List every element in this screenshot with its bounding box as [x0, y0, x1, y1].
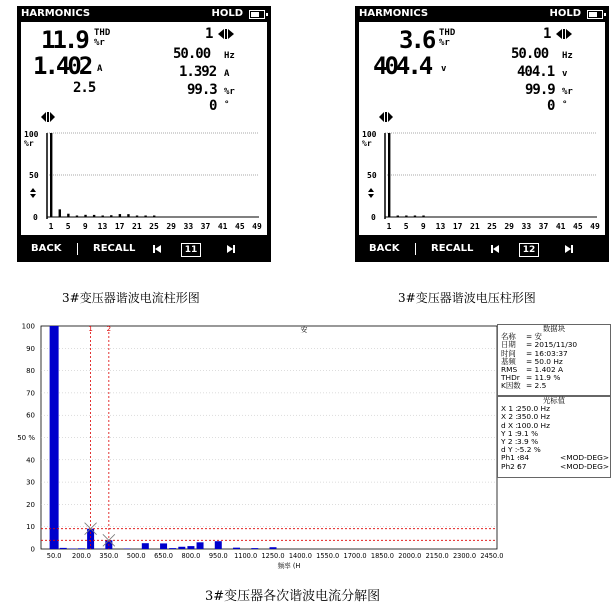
battery-icon — [249, 10, 265, 19]
y-tick-label: 60 — [26, 411, 35, 420]
scroll-down-icon[interactable] — [368, 194, 374, 198]
info-key: Y 2 : — [501, 436, 518, 446]
k-factor-value: 2.5 — [73, 80, 96, 96]
prev-icon[interactable] — [153, 245, 161, 253]
info-value: = 50.0 Hz — [526, 356, 563, 366]
rms-value: 1.392 — [179, 64, 217, 80]
x-tick-label: 49 — [252, 222, 262, 231]
frequency-unit: Hz — [562, 51, 573, 61]
harmonic-bar — [76, 216, 78, 218]
info-value: = 2.5 — [526, 381, 547, 391]
x-tick-label: 1850.0 — [370, 552, 394, 560]
phase-unit: ° — [224, 100, 230, 110]
meter-readings — [21, 22, 267, 125]
x-tick-label: 800.0 — [181, 552, 201, 560]
x-tick-label: 350.0 — [99, 552, 119, 560]
x-tick-label: 45 — [235, 222, 245, 231]
x-tick-label: 13 — [435, 222, 446, 231]
current-unit: A — [97, 64, 103, 74]
phase-value: 0 — [209, 98, 217, 114]
y-tick-label: 70 — [26, 389, 35, 398]
arrows-left-right-icon[interactable] — [218, 29, 234, 39]
x-tick-label: 29 — [504, 222, 514, 231]
rms-unit: A — [224, 69, 230, 79]
data-block-panel — [497, 324, 611, 396]
meter-footer — [19, 240, 269, 258]
cursor-values-title: 光标值 — [542, 396, 566, 405]
y-tick-label: 0 — [30, 545, 35, 554]
x-tick-label: 1550.0 — [316, 552, 340, 560]
harmonic-number: 1 — [205, 26, 213, 42]
info-value: = 安 — [526, 332, 542, 342]
y-tick-label: 20 — [26, 500, 35, 509]
x-tick-label: 50.0 — [46, 552, 62, 560]
x-tick-label: 21 — [470, 222, 480, 231]
x-tick-label: 9 — [420, 222, 426, 231]
scroll-down-icon[interactable] — [30, 194, 36, 198]
harmonic-bar — [110, 215, 112, 217]
page-number[interactable]: 11 — [181, 243, 201, 257]
info-key: K因数 — [501, 381, 521, 391]
recall-button[interactable]: RECALL — [431, 243, 474, 254]
info-value: 67 — [517, 461, 527, 471]
x-tick-label: 2300.0 — [452, 552, 477, 560]
y-tick-label: 50 — [29, 171, 39, 180]
meter-title: HARMONICS — [21, 8, 91, 19]
meter-header — [19, 7, 269, 21]
harmonic-bar — [397, 216, 399, 218]
harmonic-bar — [422, 216, 424, 218]
current-value: 1.402 — [33, 52, 91, 80]
y-tick-label: 100 — [24, 130, 39, 139]
x-tick-label: 17 — [452, 222, 463, 231]
y-unit-label: %r — [362, 139, 372, 148]
spectrum-bar — [169, 548, 176, 549]
rms-value: 404.1 — [517, 64, 555, 80]
info-value: -5.2 % — [517, 445, 541, 455]
spectrum-bar — [251, 548, 258, 549]
x-tick-label: 29 — [166, 222, 176, 231]
info-value: 9.1 % — [517, 428, 539, 438]
x-tick-label: 13 — [97, 222, 108, 231]
meter-header — [357, 7, 607, 21]
caption-spectrum: 3#变压器各次谐波电流分解图 — [205, 589, 381, 604]
x-tick-label: 33 — [183, 222, 194, 231]
y-tick-label: 0 — [371, 213, 376, 222]
harmonic-bar — [67, 214, 69, 217]
thd-value: 3.6 — [399, 26, 434, 54]
divider — [415, 243, 416, 255]
info-row — [498, 463, 610, 471]
harmonic-bar — [388, 133, 390, 217]
y-tick-label: 0 — [33, 213, 38, 222]
x-tick-label: 41 — [217, 222, 228, 231]
x-tick-label: 21 — [132, 222, 142, 231]
info-key: 时间 — [501, 348, 516, 358]
info-key: X 1 : — [501, 404, 518, 414]
info-value: 100.0 Hz — [517, 420, 550, 430]
divider — [77, 243, 78, 255]
x-axis-label: 频率 (H — [277, 562, 301, 570]
arrows-left-right-icon[interactable] — [556, 29, 572, 39]
meter-bar-chart — [21, 125, 267, 235]
x-tick-label: 1 — [48, 222, 54, 231]
cursor-label: 2 — [106, 325, 112, 333]
x-tick-label: 37 — [538, 222, 549, 231]
y-tick-label: 50 % — [17, 434, 35, 442]
percent-value: 99.9 — [525, 82, 555, 98]
scroll-up-icon[interactable] — [30, 188, 36, 192]
next-icon[interactable] — [227, 245, 235, 253]
caption-current-bars: 3#变压器谐波电流柱形图 — [62, 291, 200, 305]
thd-label: THD — [439, 28, 456, 38]
cursor-arrows-icon[interactable] — [379, 112, 393, 122]
x-tick-label: 650.0 — [154, 552, 174, 560]
y-unit-label: %r — [24, 139, 34, 148]
battery-icon — [587, 10, 603, 19]
info-key: 名称 — [501, 332, 516, 342]
y-tick-label: 10 — [26, 523, 35, 532]
current-harmonics-meter — [17, 6, 271, 262]
x-tick-label: 2150.0 — [425, 552, 449, 560]
cursor-values-rows — [498, 405, 610, 471]
info-value: = 1.402 A — [526, 364, 564, 374]
spectrum-bar — [60, 548, 67, 549]
x-tick-label: 950.0 — [208, 552, 228, 560]
frequency-value: 50.00 — [511, 46, 549, 62]
info-key: RMS — [501, 364, 518, 374]
harmonic-bar — [127, 214, 129, 217]
percent-value: 99.3 — [187, 82, 217, 98]
harmonic-bar — [119, 214, 121, 217]
thd-unit: %r — [439, 38, 450, 48]
info-value: = 16:03:37 — [526, 348, 568, 358]
harmonic-bar — [50, 133, 52, 217]
hold-indicator: HOLD — [549, 8, 581, 19]
spectrum-bar — [233, 548, 240, 549]
spectrum-bar — [187, 546, 194, 549]
x-tick-label: 1100.0 — [234, 552, 258, 560]
x-tick-label: 2000.0 — [398, 552, 422, 560]
info-row — [498, 382, 610, 390]
hold-indicator: HOLD — [211, 8, 243, 19]
info-value: = 11.9 % — [526, 373, 561, 383]
y-tick-label: 100 — [21, 322, 35, 331]
page-number[interactable]: 12 — [519, 243, 539, 257]
frequency-unit: Hz — [224, 51, 235, 61]
prev-icon[interactable] — [491, 245, 499, 253]
meter-readings — [359, 22, 605, 125]
y-tick-label: 90 — [26, 344, 35, 353]
x-tick-label: 9 — [82, 222, 88, 231]
info-value: -84 — [517, 453, 530, 463]
x-tick-label: 33 — [521, 222, 532, 231]
x-tick-label: 37 — [200, 222, 211, 231]
spectrum-bar — [270, 547, 277, 549]
spectrum-bar — [178, 547, 185, 549]
spectrum-bar — [142, 543, 149, 549]
voltage-harmonics-meter — [355, 6, 609, 262]
x-tick-label: 25 — [149, 222, 159, 231]
cursor-label: 1 — [88, 325, 93, 333]
spectrum-bar — [50, 326, 59, 549]
harmonic-bar — [93, 215, 95, 217]
back-button[interactable]: BACK — [369, 243, 400, 254]
info-value: 3.9 % — [517, 436, 539, 446]
info-key: Ph2 : — [501, 461, 520, 471]
y-tick-label: 80 — [26, 367, 35, 376]
next-icon[interactable] — [565, 245, 573, 253]
harmonic-number: 1 — [543, 26, 551, 42]
x-tick-label: 17 — [114, 222, 125, 231]
info-value: 250.0 Hz — [517, 404, 550, 414]
info-key: Y 1 : — [501, 428, 518, 438]
info-key: X 2 : — [501, 412, 518, 422]
spectrum-bar — [215, 541, 222, 549]
x-tick-label: 25 — [487, 222, 497, 231]
chart-title: 安 — [300, 326, 308, 334]
y-tick-label: 40 — [26, 456, 35, 465]
x-tick-label: 200.0 — [72, 552, 91, 560]
x-tick-label: 1700.0 — [343, 552, 367, 560]
x-tick-label: 500.0 — [126, 552, 146, 560]
percent-unit: %r — [224, 87, 235, 97]
back-button[interactable]: BACK — [31, 243, 62, 254]
info-extra: <MOD-DEG> — [560, 453, 610, 463]
x-tick-label: 1400.0 — [288, 552, 312, 560]
harmonic-bar — [144, 216, 146, 218]
x-tick-label: 45 — [573, 222, 583, 231]
info-key: d X : — [501, 420, 518, 430]
recall-button[interactable]: RECALL — [93, 243, 136, 254]
spectrum-bar — [197, 542, 204, 549]
cursor-values-panel — [497, 396, 611, 478]
voltage-harmonic-bars — [359, 125, 605, 235]
info-key: 日期 — [501, 340, 516, 350]
data-block-rows — [498, 333, 610, 390]
info-value: 350.0 Hz — [517, 412, 550, 422]
info-key: THDr — [501, 373, 520, 383]
info-key: 基频 — [501, 356, 516, 366]
x-tick-label: 49 — [590, 222, 600, 231]
current-harmonic-bars — [21, 125, 267, 235]
thd-unit: %r — [94, 38, 105, 48]
phase-value: 0 — [547, 98, 555, 114]
harmonic-bar — [136, 216, 138, 218]
harmonic-bar — [153, 216, 155, 218]
harmonic-bar — [102, 215, 104, 217]
y-tick-label: 30 — [26, 478, 35, 487]
harmonic-bar — [405, 216, 407, 218]
percent-unit: %r — [562, 87, 573, 97]
harmonic-bar — [59, 209, 61, 217]
info-key: Ph1 : — [501, 453, 520, 463]
voltage-unit: v — [441, 64, 447, 74]
caption-voltage-bars: 3#变压器谐波电压柱形图 — [398, 291, 536, 305]
harmonic-bar — [84, 215, 86, 217]
voltage-value: 404.4 — [373, 52, 431, 80]
data-block-title: 数据块 — [542, 324, 566, 333]
info-key: d Y : — [501, 445, 518, 455]
frequency-value: 50.00 — [173, 46, 211, 62]
scroll-up-icon[interactable] — [368, 188, 374, 192]
rms-unit: v — [562, 69, 568, 79]
phase-unit: ° — [562, 100, 568, 110]
y-tick-label: 50 — [367, 171, 377, 180]
x-tick-label: 41 — [555, 222, 566, 231]
x-tick-label: 5 — [65, 222, 71, 231]
meter-bar-chart — [359, 125, 605, 235]
spectrum-bar — [160, 543, 167, 549]
cursor-arrows-icon[interactable] — [41, 112, 55, 122]
thd-value: 11.9 — [41, 26, 87, 54]
info-value: = 2015/11/30 — [526, 340, 578, 350]
x-tick-label: 1250.0 — [261, 552, 285, 560]
harmonic-bar — [414, 216, 416, 218]
meter-footer — [357, 240, 607, 258]
y-tick-label: 100 — [362, 130, 377, 139]
x-tick-label: 1 — [386, 222, 392, 231]
spectrum-bar — [78, 548, 85, 549]
x-tick-label: 2450.0 — [480, 552, 504, 560]
thd-label: THD — [94, 28, 111, 38]
x-tick-label: 5 — [403, 222, 409, 231]
meter-title: HARMONICS — [359, 8, 429, 19]
info-extra: <MOD-DEG> — [560, 461, 610, 471]
